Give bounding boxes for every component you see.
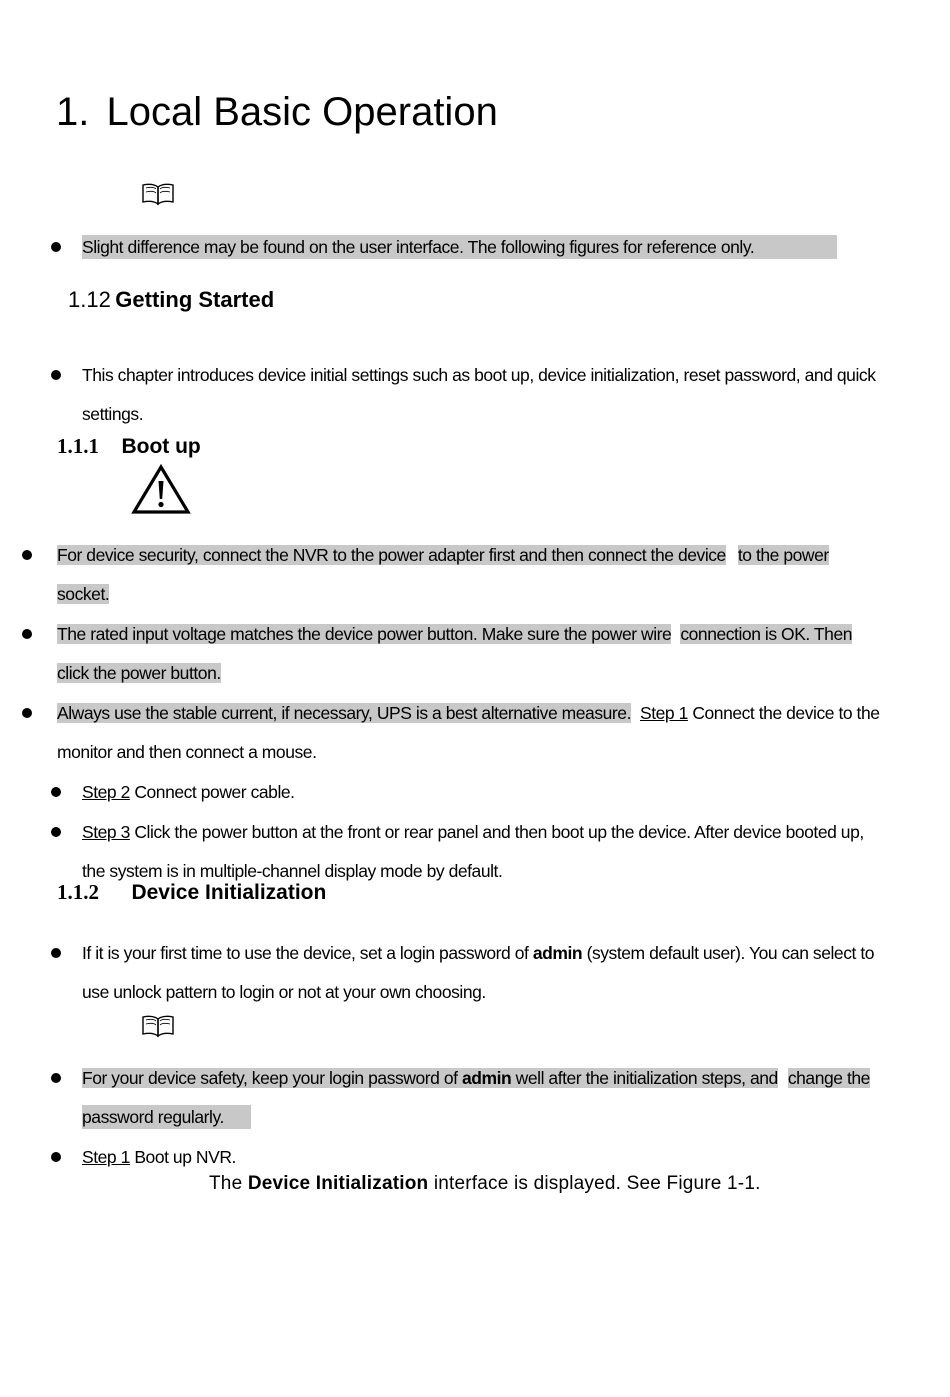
subsection-title: Device Initialization <box>131 881 327 904</box>
bullet <box>51 1073 61 1083</box>
chapter-title-text: Local Basic Operation <box>106 90 498 134</box>
step-label: Step 2 <box>82 782 130 802</box>
step-3-line-2: the system is in multiple-channel display mode by default. <box>82 861 503 881</box>
bullet <box>51 242 61 252</box>
warning-3-line-2: monitor and then connect a mouse. <box>57 742 317 762</box>
intro-line-1: This chapter introduces device initial settings such as boot up, device initialization, reset password, and quick <box>82 365 876 385</box>
note-text: Slight difference may be found on the user interface. The following figures for reference only. <box>82 235 837 259</box>
bullet <box>51 1152 61 1162</box>
warning-1-line-1: For device security, connect the NVR to the power adapter first and then connect the device to the power <box>57 545 829 565</box>
warning-triangle-icon <box>131 463 191 515</box>
book-note-icon <box>141 182 175 206</box>
init-step-1: Step 1 Boot up NVR. <box>82 1147 236 1167</box>
bullet <box>51 787 61 797</box>
chapter-number: 1. <box>56 90 90 134</box>
warning-3-line-1: Always use the stable current, if necessary, UPS is a best alternative measure. Step 1 Connect the device to the <box>57 703 880 723</box>
section-heading <box>68 287 274 313</box>
init-para-line-1: If it is your first time to use the device, set a login password of admin (system default user). You can select to <box>82 943 875 963</box>
section-title: Getting Started <box>115 287 275 312</box>
subsection-number: 1.1.2 <box>57 880 99 904</box>
subsection-number: 1.1.1 <box>57 434 99 458</box>
bullet <box>51 948 61 958</box>
step-2: Step 2 Connect power cable. <box>82 782 295 802</box>
section-number: 1.12 <box>68 287 111 312</box>
step-3-line-1: Step 3 Click the power button at the front or rear panel and then boot up the device. After device booted up, <box>82 822 864 842</box>
subsection-title: Boot up <box>121 435 201 458</box>
bullet <box>22 708 32 718</box>
warning-1-line-2: socket. <box>57 584 110 604</box>
subsection-heading-bootup <box>57 434 201 459</box>
warning-2-line-1: The rated input voltage matches the device power button. Make sure the power wire connection is OK. Then <box>57 624 853 644</box>
init-para-line-2: use unlock pattern to login or not at your own choosing. <box>82 982 486 1002</box>
intro-line-2: settings. <box>82 404 144 424</box>
chapter-title <box>56 90 498 135</box>
book-note-icon <box>141 1014 175 1038</box>
init-note-line-1: For your device safety, keep your login password of admin well after the initialization steps, and change the <box>82 1068 870 1088</box>
subsection-heading-init <box>57 880 326 905</box>
step-label: Step 3 <box>82 822 130 842</box>
bullet <box>22 629 32 639</box>
bullet <box>22 550 32 560</box>
step-label: Step 1 <box>82 1147 130 1167</box>
bullet <box>51 370 61 380</box>
init-note-line-2: password regularly. <box>82 1105 251 1129</box>
warning-2-line-2: click the power button. <box>57 663 221 683</box>
bullet <box>51 827 61 837</box>
step-label: Step 1 <box>640 703 688 723</box>
init-result: The Device Initialization interface is displayed. See Figure 1-1. <box>209 1173 761 1194</box>
